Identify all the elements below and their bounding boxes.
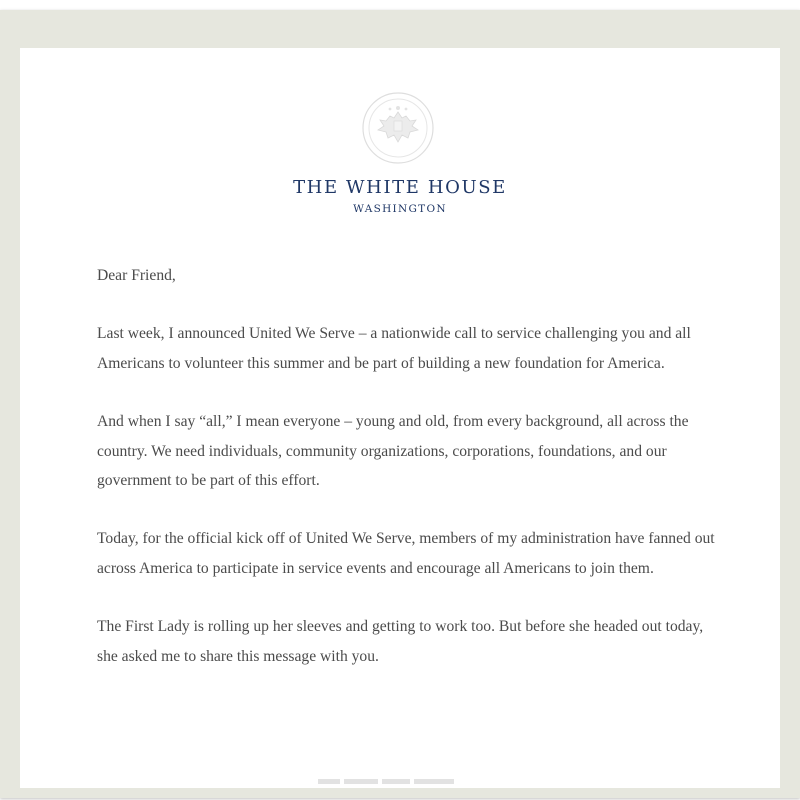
letterhead-subtitle: WASHINGTON [353, 203, 447, 215]
paragraph-1: Last week, I announced United We Serve – a nationwide call to service challenging you and all Americans to volunteer this summer and be part of building a new foundation for America. [97, 325, 691, 372]
paragraph-3: Today, for the official kick off of United We Serve, members of my administration have fanned out across America to participate in service events and encourage all Americans to join them. [97, 530, 715, 577]
paragraph-2: And when I say “all,” I mean everyone – young and old, from every background, all across the country. We need individuals, community organizations, corporations, foundations, and our government to be part of this effort. [97, 413, 689, 490]
letterhead-title: THE WHITE HOUSE [293, 177, 507, 198]
salutation: Dear Friend, [97, 267, 176, 284]
presidential-seal-icon [360, 90, 436, 166]
letter-body [97, 261, 717, 700]
cut-off-text-remnant [318, 775, 478, 785]
letter-page [20, 48, 780, 788]
paragraph-4: The First Lady is rolling up her sleeves and getting to work too. But before she headed out today, she asked me to share this message with you. [97, 618, 704, 665]
